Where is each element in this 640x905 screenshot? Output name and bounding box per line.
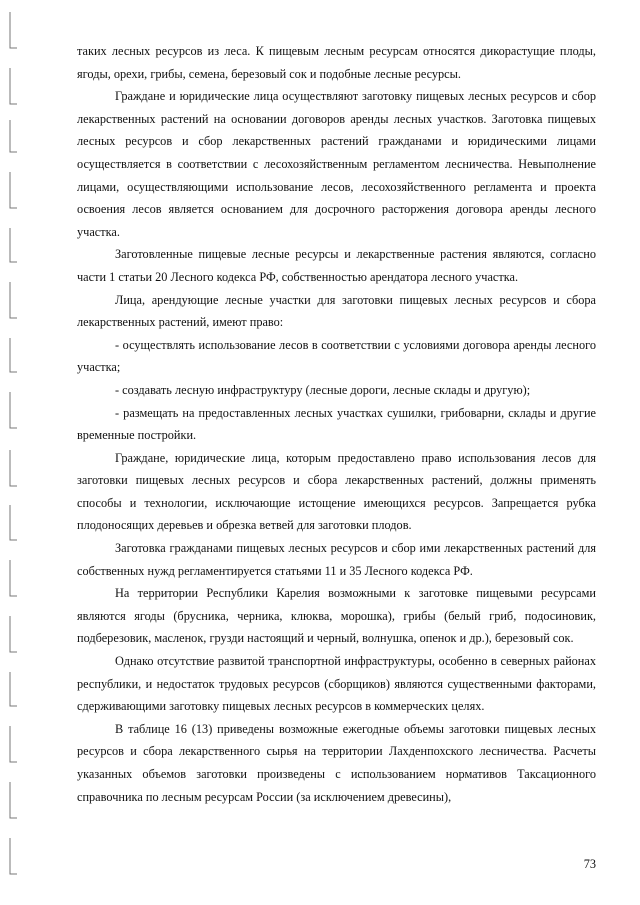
paragraph-4: Лица, арендующие лесные участки для заготовки пищевых лесных ресурсов и сбора лекарственных растений, имеют право:	[77, 292, 596, 330]
paragraph-3: Заготовленные пищевые лесные ресурсы и лекарственные растения являются, согласно части 1 статьи 20 Лесного кодекса РФ, собственностью арендатора лесного участка.	[77, 247, 596, 284]
paragraph-6: Заготовка гражданами пищевых лесных ресурсов и сбор ими лекарственных растений для собственных нужд регламентируется статьями 11 и 35 Лесного кодекса РФ.	[77, 541, 596, 578]
paragraph-8: Однако отсутствие развитой транспортной инфраструктуры, особенно в северных районах республики, и недостаток трудовых ресурсов (сборщиков) являются существенными факторами, сдерживающими заготовку пищевых лесных ресурсов в коммерческих целях.	[77, 654, 596, 714]
binding-margin-marks	[0, 0, 40, 905]
paragraph-7: На территории Республики Карелия возможными к заготовке пищевыми ресурсами являются ягоды (брусника, черника, клюква, морошка), грибы (белый гриб, подосиновик, подберезовик, масленок, грузди настоящий и черный, волнушка, опенок и др.), березовый сок.	[77, 586, 596, 646]
list-item-2: - создавать лесную инфраструктуру (лесные дороги, лесные склады и другую);	[115, 382, 531, 397]
list-item-1: - осуществлять использование лесов в соответствии с условиями договора аренды лесного участка;	[77, 337, 596, 375]
paragraph-5: Граждане, юридические лица, которым предоставлено право использования лесов для заготовки пищевых лесных ресурсов и сбора лекарственных растений, должны применять способы и технологии, исключающие истощение имеющихся ресурсов. Запрещается рубка плодоносящих деревьев и обрезка ветвей для заготовки плодов.	[77, 450, 596, 533]
paragraph-1: таких лесных ресурсов из леса. К пищевым лесным ресурсам относятся дикорастущие плоды, ягоды, орехи, грибы, семена, березовый сок и подобные лесные ресурсы.	[77, 44, 596, 81]
binding-lines	[0, 0, 40, 905]
page-number: 73	[583, 857, 596, 871]
paragraph-9: В таблице 16 (13) приведены возможные ежегодные объемы заготовки пищевых лесных ресурсов и сбора лекарственного сырья на территории Лахденпохского лесничества. Расчеты указанных объемов заготовки произведены с использованием нормативов Таксационного справочника по лесным ресурсам России (за исключением древесины),	[77, 721, 596, 804]
body-text	[77, 40, 596, 808]
paragraph-2: Граждане и юридические лица осуществляют заготовку пищевых лесных ресурсов и сбор лекарственных растений на основании договоров аренды лесных участков. Заготовка пищевых лесных ресурсов и сбор лекарственных растений гражданами и юридическими лицами осуществляется в соответствии с лесохозяйственным регламентом лесничества. Невыполнение лицами, осуществляющими использование лесов, лесохозяйственного регламента и проекта освоения лесов является основанием для досрочного расторжения договора аренды лесного участка.	[77, 89, 596, 239]
list-item-3: - размещать на предоставленных лесных участках сушилки, грибоварни, склады и другие временные постройки.	[77, 405, 596, 443]
